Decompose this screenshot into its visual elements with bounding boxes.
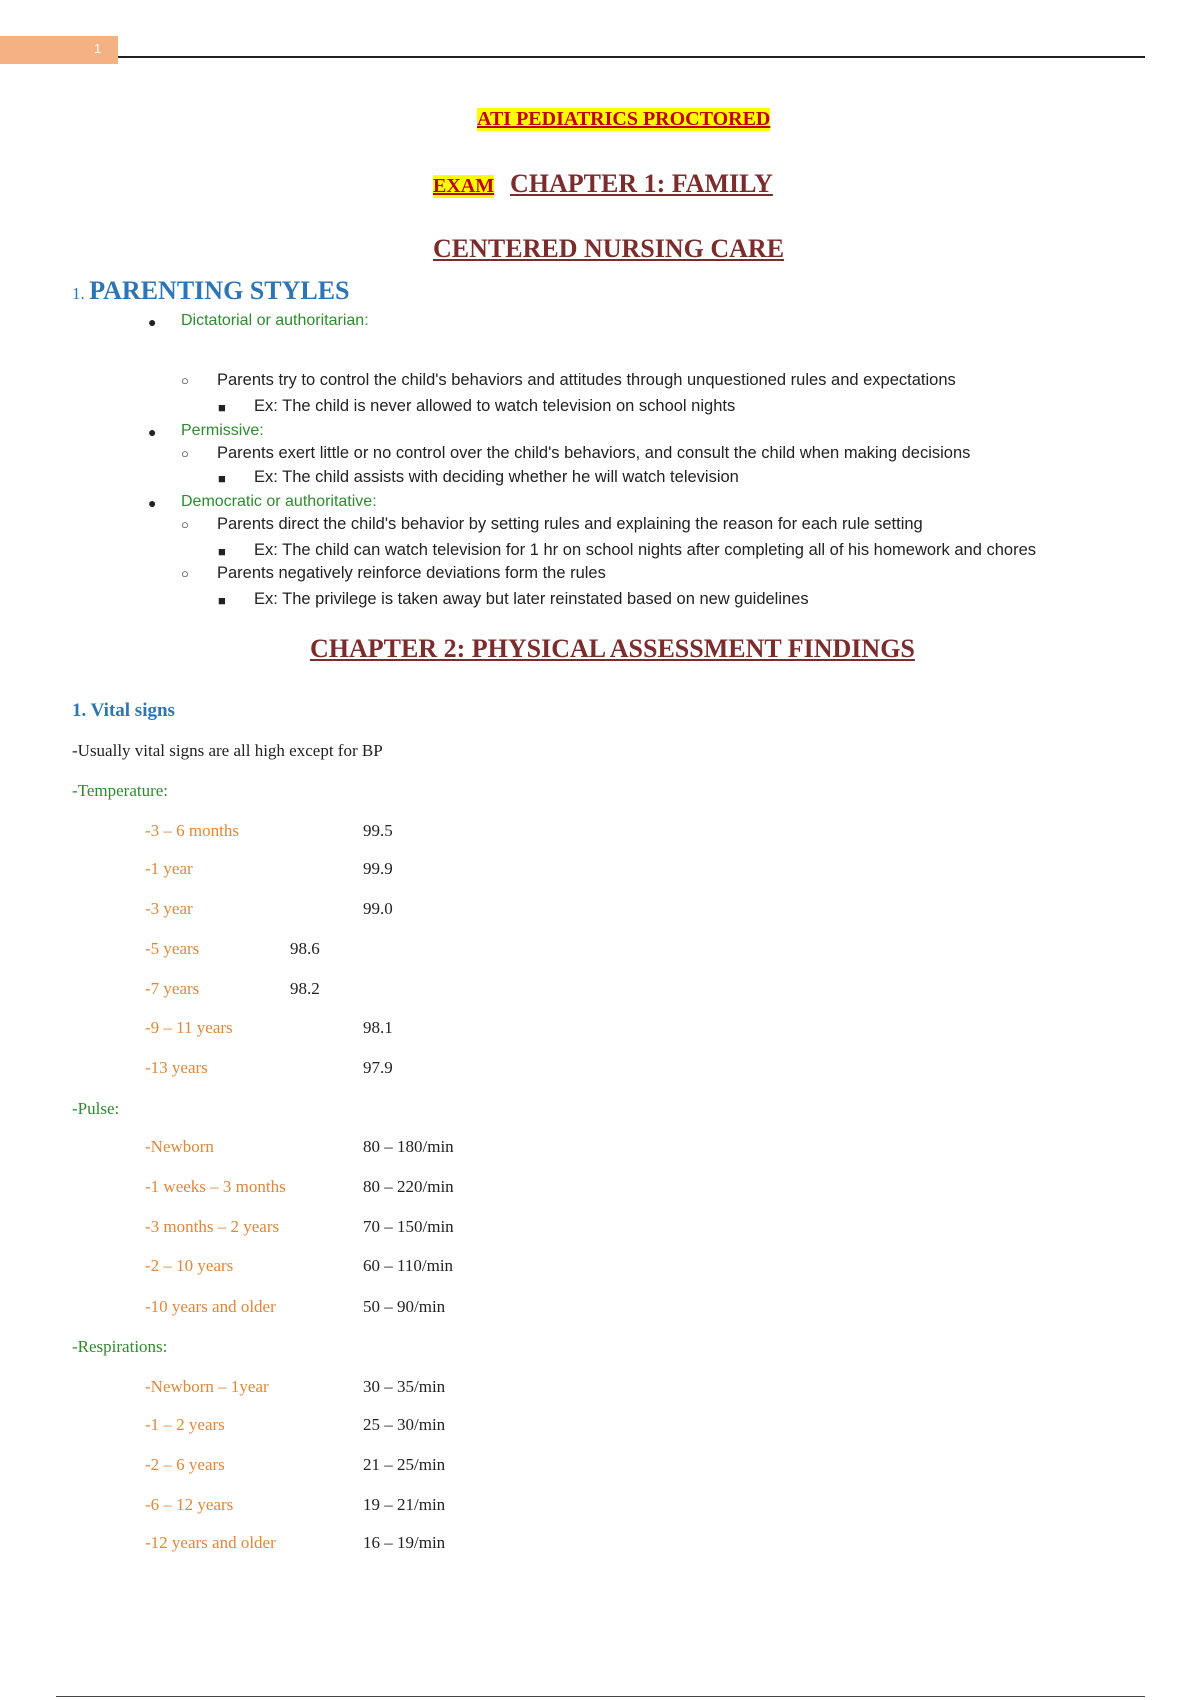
header-rule	[118, 56, 1145, 58]
bullet-square-icon: ■	[218, 471, 226, 486]
title-line-1: ATI PEDIATRICS PROCTORED	[477, 108, 771, 130]
style-authoritative-point-1: Parents direct the child's behavior by setting rules and explaining the reason for each rule setting	[217, 515, 923, 533]
style-authoritative-example-2: Ex: The privilege is taken away but later reinstated based on new guidelines	[254, 590, 809, 608]
pulse-age: -1 weeks – 3 months	[145, 1177, 286, 1196]
resp-value: 16 – 19/min	[363, 1533, 446, 1552]
section-1-number: 1.	[72, 284, 85, 303]
pulse-value: 70 – 150/min	[363, 1217, 454, 1236]
section-1-title: PARENTING STYLES	[89, 276, 350, 305]
bullet-dot-icon: ●	[148, 424, 157, 440]
temp-age: -3 – 6 months	[145, 821, 239, 840]
pulse-value: 50 – 90/min	[363, 1297, 446, 1316]
bullet-dot-icon: ●	[148, 495, 157, 511]
style-authoritative-point-2: Parents negatively reinforce deviations form the rules	[217, 564, 606, 582]
pulse-age: -Newborn	[145, 1137, 214, 1156]
temp-age: -1 year	[145, 859, 193, 878]
temp-value: 97.9	[363, 1058, 393, 1077]
title-line-3: CENTERED NURSING CARE	[433, 234, 785, 263]
style-authoritarian: Dictatorial or authoritarian:	[181, 312, 369, 329]
section-1-heading	[72, 276, 350, 306]
bullet-circle-icon: ○	[181, 446, 189, 461]
temperature-label: -Temperature:	[72, 781, 169, 800]
footer-rule	[56, 1696, 1145, 1697]
temp-age: -13 years	[145, 1058, 208, 1077]
bullet-circle-icon: ○	[181, 373, 189, 388]
temp-value: 98.6	[290, 939, 320, 958]
resp-value: 30 – 35/min	[363, 1377, 446, 1396]
title-line-2: CHAPTER 1: FAMILY	[510, 169, 773, 198]
page-number-badge	[0, 36, 118, 64]
resp-age: -1 – 2 years	[145, 1415, 225, 1434]
bullet-dot-icon: ●	[148, 314, 157, 330]
temp-value: 98.1	[363, 1018, 393, 1037]
bullet-square-icon: ■	[218, 400, 226, 415]
temp-value: 99.5	[363, 821, 393, 840]
page-number: 1	[94, 41, 102, 56]
resp-age: -12 years and older	[145, 1533, 276, 1552]
temp-age: -5 years	[145, 939, 200, 958]
respirations-label: -Respirations:	[72, 1337, 168, 1356]
pulse-age: -10 years and older	[145, 1297, 276, 1316]
bullet-circle-icon: ○	[181, 517, 189, 532]
resp-value: 21 – 25/min	[363, 1455, 446, 1474]
resp-age: -Newborn – 1year	[145, 1377, 269, 1396]
vital-signs-heading: 1. Vital signs	[72, 700, 175, 721]
temp-value: 99.9	[363, 859, 393, 878]
temp-age: -7 years	[145, 979, 200, 998]
title-exam: EXAM	[433, 175, 495, 197]
pulse-label: -Pulse:	[72, 1099, 120, 1118]
pulse-age: -3 months – 2 years	[145, 1217, 280, 1236]
vital-signs-intro: -Usually vital signs are all high except for BP	[72, 741, 383, 760]
temp-age: -3 year	[145, 899, 193, 918]
style-authoritarian-point: Parents try to control the child's behaviors and attitudes through unquestioned rules and expectations	[217, 371, 956, 389]
style-authoritative-example-1: Ex: The child can watch television for 1 hr on school nights after completing all of his homework and chores	[254, 541, 1037, 559]
resp-value: 19 – 21/min	[363, 1495, 446, 1514]
temp-value: 98.2	[290, 979, 320, 998]
style-permissive-example: Ex: The child assists with deciding whether he will watch television	[254, 468, 739, 486]
style-authoritative: Democratic or authoritative:	[181, 493, 377, 510]
temp-age: -9 – 11 years	[145, 1018, 233, 1037]
bullet-circle-icon: ○	[181, 566, 189, 581]
pulse-value: 60 – 110/min	[363, 1256, 454, 1275]
temp-value: 99.0	[363, 899, 393, 918]
resp-age: -6 – 12 years	[145, 1495, 234, 1514]
style-permissive-point: Parents exert little or no control over the child's behaviors, and consult the child when making decisions	[217, 444, 971, 462]
resp-value: 25 – 30/min	[363, 1415, 446, 1434]
pulse-value: 80 – 180/min	[363, 1137, 454, 1156]
chapter-2-heading: CHAPTER 2: PHYSICAL ASSESSMENT FINDINGS	[310, 634, 915, 663]
resp-age: -2 – 6 years	[145, 1455, 225, 1474]
style-permissive: Permissive:	[181, 422, 264, 439]
bullet-square-icon: ■	[218, 593, 226, 608]
style-authoritarian-example: Ex: The child is never allowed to watch television on school nights	[254, 397, 736, 415]
pulse-value: 80 – 220/min	[363, 1177, 454, 1196]
bullet-square-icon: ■	[218, 544, 226, 559]
pulse-age: -2 – 10 years	[145, 1256, 234, 1275]
